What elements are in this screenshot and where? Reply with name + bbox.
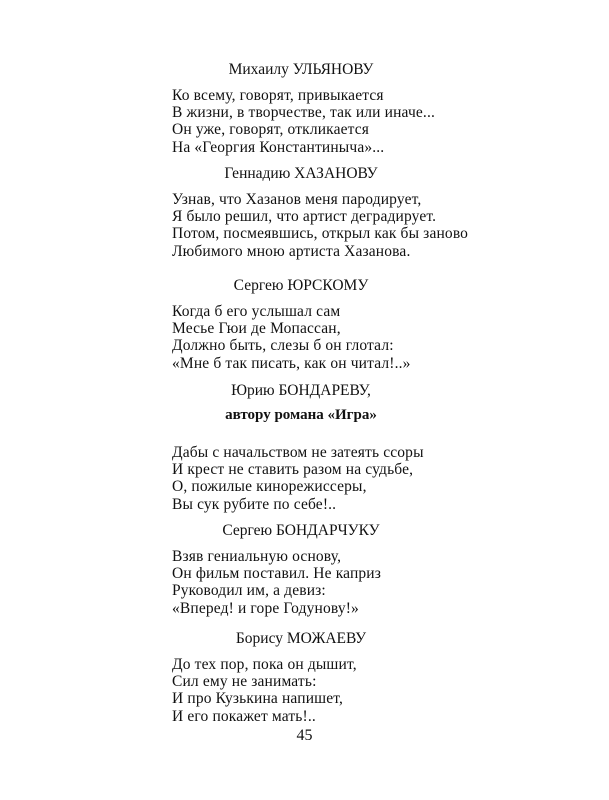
poem-line: Когда б его услышал сам [172, 303, 341, 320]
poem-line: Дабы с начальством не затеять ссоры [172, 444, 424, 461]
poem-line: «Мне б так писать, как он читал!..» [172, 354, 411, 372]
poem-heading: Михаилу УЛЬЯНОВУ [228, 61, 374, 78]
poem-line: Он уже, говорят, откликается [172, 121, 370, 139]
poem-line: И крест не ставить разом на судьбе, [172, 461, 414, 479]
poem-line: Ко всему, говорят, привыкается [172, 87, 384, 104]
poem-khazanov [172, 165, 469, 260]
poem-line: Я было решил, что артист деградирует. [172, 208, 437, 226]
poem-line: Узнав, что Хазанов меня пародирует, [172, 191, 422, 208]
poem-line: На «Георгия Константиныча»... [172, 138, 385, 156]
poem-line: И про Кузькина напишет, [172, 690, 344, 708]
poem-line: О, пожилые кинорежиссеры, [172, 478, 367, 496]
poem-heading: Геннадию ХАЗАНОВУ [224, 165, 378, 182]
poem-line: Вы сук рубите по себе!.. [172, 495, 337, 513]
poem-heading: Сергею ЮРСКОМУ [233, 277, 369, 294]
poem-line: «Вперед! и горе Годунову!» [172, 599, 359, 617]
poem-line: Взяв гениальную основу, [172, 548, 342, 565]
poem-bondarchuk [172, 522, 430, 617]
poem-line: Он фильм поставил. Не каприз [172, 565, 382, 583]
poem-line: Сил ему не занимать: [172, 673, 317, 691]
poem-line: Потом, посмеявшись, открыл как бы заново [172, 225, 469, 243]
poem-line: Руководил им, а девиз: [172, 582, 326, 600]
poem-heading: Юрию БОНДАРЕВУ, [231, 382, 371, 399]
poem-line: Должно быть, слезы б он глотал: [172, 337, 394, 355]
poem-ulyanov [172, 61, 435, 156]
poem-line: В жизни, в творчестве, так или иначе... [172, 104, 435, 122]
page-number: 45 [296, 727, 313, 744]
poem-line: Месье Гюи де Мопассан, [172, 320, 341, 338]
poem-line: И его покажет мать!.. [172, 707, 316, 725]
poem-mozhaev [172, 630, 430, 725]
poem-line: Любимого мною артиста Хазанова. [172, 242, 411, 260]
poem-line: До тех пор, пока он дышит, [172, 656, 357, 673]
poem-yursky [172, 277, 430, 372]
poem-bondarev [172, 382, 430, 513]
poem-heading: Борису МОЖАЕВУ [235, 630, 367, 647]
poem-heading: Сергею БОНДАРЧУКУ [222, 522, 380, 539]
poem-subheading: автору романа «Игра» [225, 407, 377, 423]
